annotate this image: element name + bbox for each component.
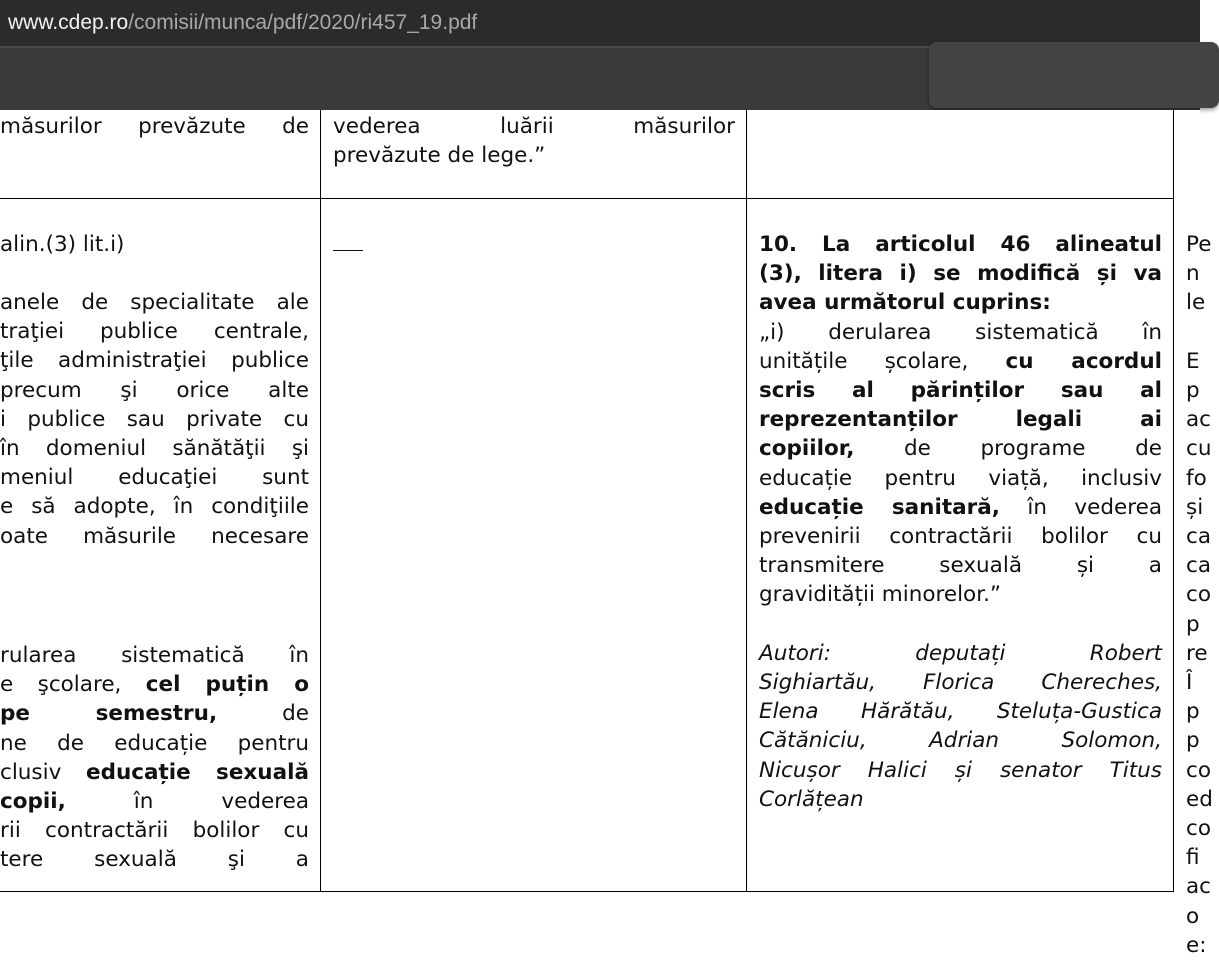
text-line: educație pentru viață, inclusiv xyxy=(759,465,1162,491)
text-line: fo xyxy=(1186,465,1207,491)
bold-text: cu acordul xyxy=(1005,348,1162,374)
text-line: re xyxy=(1186,640,1208,666)
table-cell-col1-row1 xyxy=(0,112,309,141)
amendment-heading: avea următorul cuprins: xyxy=(759,290,1051,316)
table-row-divider xyxy=(0,891,1174,892)
text-line: co xyxy=(1186,757,1211,783)
text-line: Î xyxy=(1186,670,1193,696)
bold-text: copii, xyxy=(0,789,66,815)
empty-cell-dash-text xyxy=(333,228,354,252)
bold-text: educație sexuală xyxy=(85,759,309,785)
authors-line: Autori: deputați Robert xyxy=(759,640,1162,666)
amendment-heading: 10. La articolul 46 alineatul xyxy=(759,232,1162,257)
text-line: rii contractării bolilor cu xyxy=(0,818,309,844)
text-span: de programe de xyxy=(854,436,1162,462)
bold-text: scris al părinților sau al xyxy=(759,378,1162,404)
authors-line: Cătăniciu, Adrian Solomon, xyxy=(759,728,1162,754)
text-line: „i) derularea sistematică în xyxy=(759,319,1162,345)
text-line: ca xyxy=(1186,553,1211,579)
bold-text: cel puțin o xyxy=(145,672,309,698)
url-text[interactable] xyxy=(8,9,477,37)
text-line: Pe xyxy=(1186,232,1212,257)
table-cell-col1-body1 xyxy=(0,288,309,551)
text-line xyxy=(759,434,1162,463)
table-cell-col3-row2 xyxy=(759,230,1162,814)
text-line: ca xyxy=(1186,524,1211,550)
text-line: transmitere sexuală și a xyxy=(759,553,1162,579)
text-line: co xyxy=(1186,582,1211,608)
text-line: ne de educație pentru xyxy=(0,730,309,756)
url-host: www.cdep.ro xyxy=(8,11,129,34)
text-line xyxy=(0,787,309,816)
text-line: e: xyxy=(1186,932,1207,958)
text-span: unitățile școlare, xyxy=(759,348,1006,374)
address-bar[interactable] xyxy=(0,0,1200,46)
text-line: oate măsurile necesare xyxy=(0,523,309,549)
text-span: clusiv xyxy=(0,759,86,785)
text-line: meniul educaţiei sunt xyxy=(0,465,309,491)
authors-line: Corlățean xyxy=(759,786,864,812)
text-line: ac xyxy=(1186,407,1211,433)
text-span: în vederea xyxy=(65,789,309,815)
text-line xyxy=(759,493,1162,522)
text-line: fi xyxy=(1186,845,1200,871)
table-cell-col4-row2 xyxy=(1186,230,1213,960)
text-line: ed xyxy=(1186,786,1213,812)
amendment-heading: (3), litera i) se modifică și va xyxy=(759,261,1162,287)
pdf-page xyxy=(0,110,1213,958)
authors-line: Nicușor Halici și senator Titus xyxy=(759,757,1162,783)
text-line: o xyxy=(1186,903,1200,929)
text-line: anele de specialitate ale xyxy=(0,290,309,315)
bold-text: reprezentanților legali ai xyxy=(759,407,1162,433)
table-cell-col1-body2 xyxy=(0,641,309,875)
text-line: precum şi orice alte xyxy=(0,377,309,403)
toolbar-popup-panel xyxy=(929,42,1219,108)
text-line: măsurilor prevăzute de xyxy=(0,114,309,139)
text-line xyxy=(0,758,309,787)
text-line: co xyxy=(1186,816,1211,842)
text-line: traţiei publice centrale, xyxy=(0,319,309,345)
authors-line: Sighiartău, Florica Chereches, xyxy=(759,670,1162,696)
table-cell-col2-row1 xyxy=(333,112,735,170)
text-line: tere sexuală şi a xyxy=(0,847,309,873)
bold-text: pe semestru, xyxy=(0,701,218,727)
text-line: p xyxy=(1186,611,1200,637)
spacer xyxy=(759,610,1162,639)
text-line: p xyxy=(1186,699,1200,725)
url-path: /comisii/munca/pdf/2020/ri457_19.pdf xyxy=(128,11,478,34)
text-line: n xyxy=(1186,261,1200,287)
text-line xyxy=(0,670,309,699)
text-line: și xyxy=(1186,494,1204,520)
authors-line: Elena Hărătău, Steluța-Gustica xyxy=(759,699,1162,725)
table-column-divider xyxy=(746,110,747,892)
text-line: cu xyxy=(1186,436,1212,462)
text-line: prevenirii contractării bolilor cu xyxy=(759,524,1162,550)
text-span: e şcolare, xyxy=(0,672,146,698)
text-line: prevăzute de lege.” xyxy=(333,143,546,169)
bold-text: copiilor, xyxy=(759,436,855,462)
table-cell-col1-row2 xyxy=(0,230,309,259)
text-line xyxy=(759,347,1162,376)
text-line: în domeniul sănătăţii şi xyxy=(0,436,309,462)
text-line: le xyxy=(1186,290,1206,316)
text-span: de xyxy=(217,701,309,727)
text-line xyxy=(0,699,309,728)
text-line: e să adopte, în condiţiile xyxy=(0,494,309,520)
table-column-divider xyxy=(1173,110,1174,892)
text-line: i publice sau private cu xyxy=(0,406,309,432)
spacer xyxy=(1186,318,1200,347)
text-line: ac xyxy=(1186,874,1211,900)
text-line: gravidității minorelor.” xyxy=(759,582,1002,608)
bold-text: educație sanitară, xyxy=(759,494,1000,520)
table-column-divider xyxy=(320,110,321,892)
text-span: în vederea xyxy=(999,494,1162,520)
table-row-divider xyxy=(0,198,1174,199)
text-line: ţile administraţiei publice xyxy=(0,348,309,374)
text-line: rularea sistematică în xyxy=(0,643,309,668)
article-reference: alin.(3) lit.i) xyxy=(0,232,125,257)
text-line: vederea luării măsurilor xyxy=(333,114,735,139)
text-line: E xyxy=(1186,348,1200,374)
text-line: p xyxy=(1186,728,1200,754)
text-line: p xyxy=(1186,378,1200,403)
